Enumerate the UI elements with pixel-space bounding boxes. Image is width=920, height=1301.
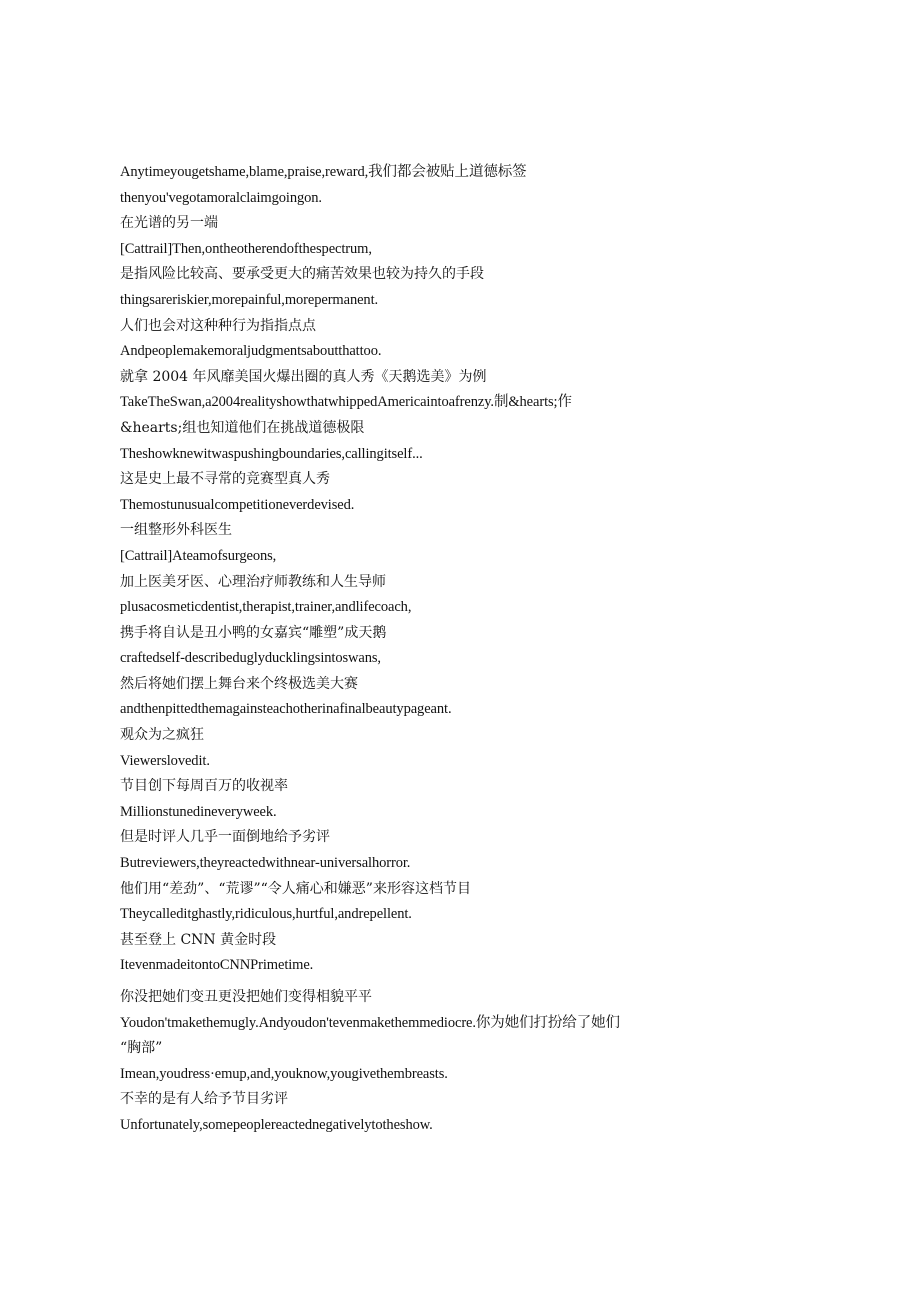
transcript-line: Imean,youdress·emup,and,youknow,yougivethembreasts.	[120, 1065, 448, 1082]
transcript-line: plusacosmeticdentist,therapist,trainer,andlifecoach,	[120, 599, 412, 616]
transcript-line: [Cattrail]Then,ontheotherendofthespectrum,	[120, 240, 372, 257]
transcript-line: 他们用“差劲”、“荒谬”“令人痛心和嫌恶”来形容这档节目	[120, 880, 471, 897]
transcript-line: Millionstunedineveryweek.	[120, 803, 277, 820]
transcript-line: 但是时评人几乎一面倒地给予劣评	[120, 829, 330, 846]
transcript-line: 这是史上最不寻常的竞赛型真人秀	[120, 471, 330, 488]
transcript-line: 你没把她们变丑更没把她们变得相貌平平	[120, 989, 372, 1005]
transcript-line: 加上医美牙医、心理治疗师教练和人生导师	[120, 573, 386, 590]
transcript-line: andthenpittedthemagainsteachotherinafinalbeautypageant.	[120, 701, 452, 718]
transcript-line: [Cattrail]Ateamofsurgeons,	[120, 547, 277, 564]
transcript-line: 携手将自认是丑小鸭的女嘉宾“雕塑”成天鹅	[120, 624, 387, 641]
transcript-line: Themostunusualcompetitioneverdevised.	[120, 496, 355, 513]
transcript-line: ItevenmadeitontoCNNPrimetime.	[120, 957, 314, 974]
transcript-line: 甚至登上 CNN 黄金时段	[120, 931, 277, 948]
transcript-line: 节目创下每周百万的收视率	[120, 778, 288, 795]
transcript-line: thenyou'vegotamoralclaimgoingon.	[120, 189, 322, 206]
transcript-line: TakeTheSwan,a2004realityshowthatwhippedAmericaintoafrenzy.制&hearts;作	[120, 394, 572, 411]
transcript-line: craftedself-describeduglyducklingsintoswans,	[120, 650, 381, 667]
transcript-line: “胸部”	[120, 1040, 163, 1057]
transcript-line: Theshowknewitwaspushingboundaries,callingitself...	[120, 445, 423, 462]
transcript-line: 在光谱的另一端	[120, 215, 218, 232]
subtitle-transcript	[120, 160, 720, 1139]
transcript-line: 不幸的是有人给予节目劣评	[120, 1091, 288, 1108]
transcript-line: Anytimeyougetshame,blame,praise,reward,我们都会被贴上道德标签	[120, 164, 527, 180]
transcript-line: 人们也会对这种种行为指指点点	[120, 317, 316, 334]
transcript-line: Andpeoplemakemoraljudgmentsaboutthattoo.	[120, 343, 382, 360]
transcript-line: Butreviewers,theyreactedwithnear-universalhorror.	[120, 855, 411, 872]
transcript-line: Youdon'tmakethemugly.Andyoudon'tevenmakethemmediocre.你为她们打扮给了她们	[120, 1014, 620, 1031]
transcript-line: 一组整形外科医生	[120, 522, 232, 539]
transcript-line: thingsareriskier,morepainful,morepermanent.	[120, 291, 379, 308]
transcript-line: Viewerslovedit.	[120, 752, 210, 769]
transcript-line: &hearts;组也知道他们在挑战道德极限	[120, 419, 365, 436]
transcript-line: 观众为之疯狂	[120, 727, 204, 744]
transcript-line: Unfortunately,somepeoplereactednegativelytotheshow.	[120, 1116, 433, 1133]
transcript-line: 就拿 2004 年风靡美国火爆出圈的真人秀《天鹅选美》为例	[120, 368, 487, 385]
transcript-line: 是指风险比较高、要承受更大的痛苦效果也较为持久的手段	[120, 266, 484, 283]
transcript-line: Theycalleditghastly,ridiculous,hurtful,andrepellent.	[120, 906, 412, 923]
transcript-line: 然后将她们摆上舞台来个终极选美大赛	[120, 675, 358, 692]
